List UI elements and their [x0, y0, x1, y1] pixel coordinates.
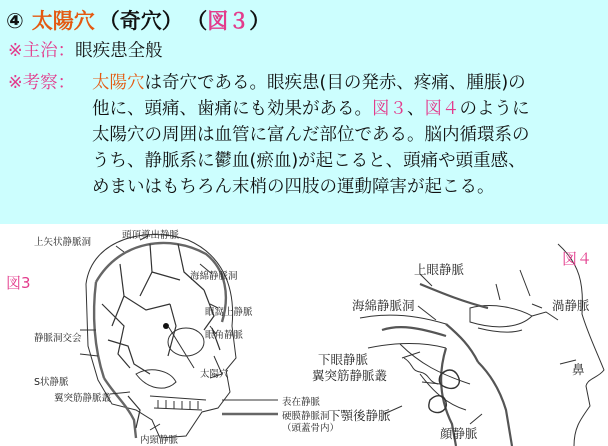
indication-text: 眼疾患全般: [75, 41, 163, 61]
label-superior-ophthalmic-vein: 上眼静脈: [414, 262, 465, 277]
figures-area: [0, 224, 608, 446]
observation-line: 太陽穴の周囲は血管に富んだ部位である。脳内循環系の: [92, 125, 530, 145]
label-confluence-of-sinuses: 静脈洞交会: [34, 333, 82, 344]
label-retromandibular-vein: 下顎後静脈: [328, 408, 391, 423]
label-facial-vein: 顔静脈: [440, 426, 478, 441]
figure-ref-open: （: [196, 9, 208, 33]
acupoint-mention: 太陽穴: [92, 73, 145, 93]
label-pterygoid-plexus: 翼突筋静脈叢: [54, 393, 112, 404]
acupoint-category: （奇穴）: [98, 9, 183, 33]
indication-row: [8, 38, 163, 64]
figure4-label: 図４: [562, 250, 593, 268]
observation-line: うち、静脈系に鬱血(瘀血)が起こると、頭痛や頭重感、: [92, 151, 526, 171]
legend-superficial-vein: 表在静脈: [282, 397, 321, 408]
label-sigmoid-sinus: S状静脈: [34, 377, 69, 388]
observation-label-row: [8, 70, 75, 96]
label-cavernous-sinus-4: 海綿静脈洞: [352, 298, 415, 313]
label-supraorbital-vein: 眼窩上静脈: [205, 307, 253, 318]
figure-ref-close: ）: [249, 9, 271, 33]
figure-ref: 図３: [207, 9, 250, 33]
observation-line: 太陽穴は奇穴である。眼疾患(目の発赤、疼痛、腫脹)の: [92, 73, 526, 93]
label-taiyo-point: 太陽穴: [200, 369, 229, 380]
figure-ref-3: 図３: [372, 99, 407, 119]
observation-line: めまいはもちろん末梢の四肢の運動障害が起こる。: [92, 177, 495, 197]
skull-venous-illustration: [80, 234, 278, 438]
figure3-label: 図3: [6, 274, 31, 292]
legend-dural-sinus: 硬膜静脈洞: [282, 411, 330, 422]
label-parietal-emissary-vein: 頭頂導出静脈: [122, 230, 180, 241]
section-number: ④: [6, 9, 24, 33]
acupoint-name: 太陽穴: [31, 9, 95, 33]
label-vortex-vein: 渦静脈: [552, 298, 590, 313]
label-cavernous-sinus: 海綿静脈洞: [190, 271, 238, 282]
observation-line: 他に、頭痛、歯痛にも効果がある。図３、図４のように: [92, 99, 530, 119]
label-internal-jugular-vein: 内頸静脈: [140, 435, 179, 446]
label-inferior-ophthalmic-vein: 下眼静脈: [318, 352, 369, 367]
legend-intracranial: （頭蓋骨内）: [282, 423, 340, 434]
observation-label: ※考察：: [8, 73, 76, 93]
label-superior-sagittal-sinus: 上矢状静脈洞: [34, 237, 92, 248]
figure-ref-4: 図４: [424, 99, 460, 119]
face-venous-illustration: [360, 244, 604, 446]
label-nose: 鼻: [572, 362, 585, 377]
indication-label: ※主治：: [8, 41, 76, 61]
observation-text: [92, 70, 604, 200]
label-pterygoid-plexus-4: 翼突筋静脈叢: [312, 368, 388, 383]
label-angular-vein: 眼角静脈: [205, 330, 244, 341]
section-title: [6, 6, 270, 36]
